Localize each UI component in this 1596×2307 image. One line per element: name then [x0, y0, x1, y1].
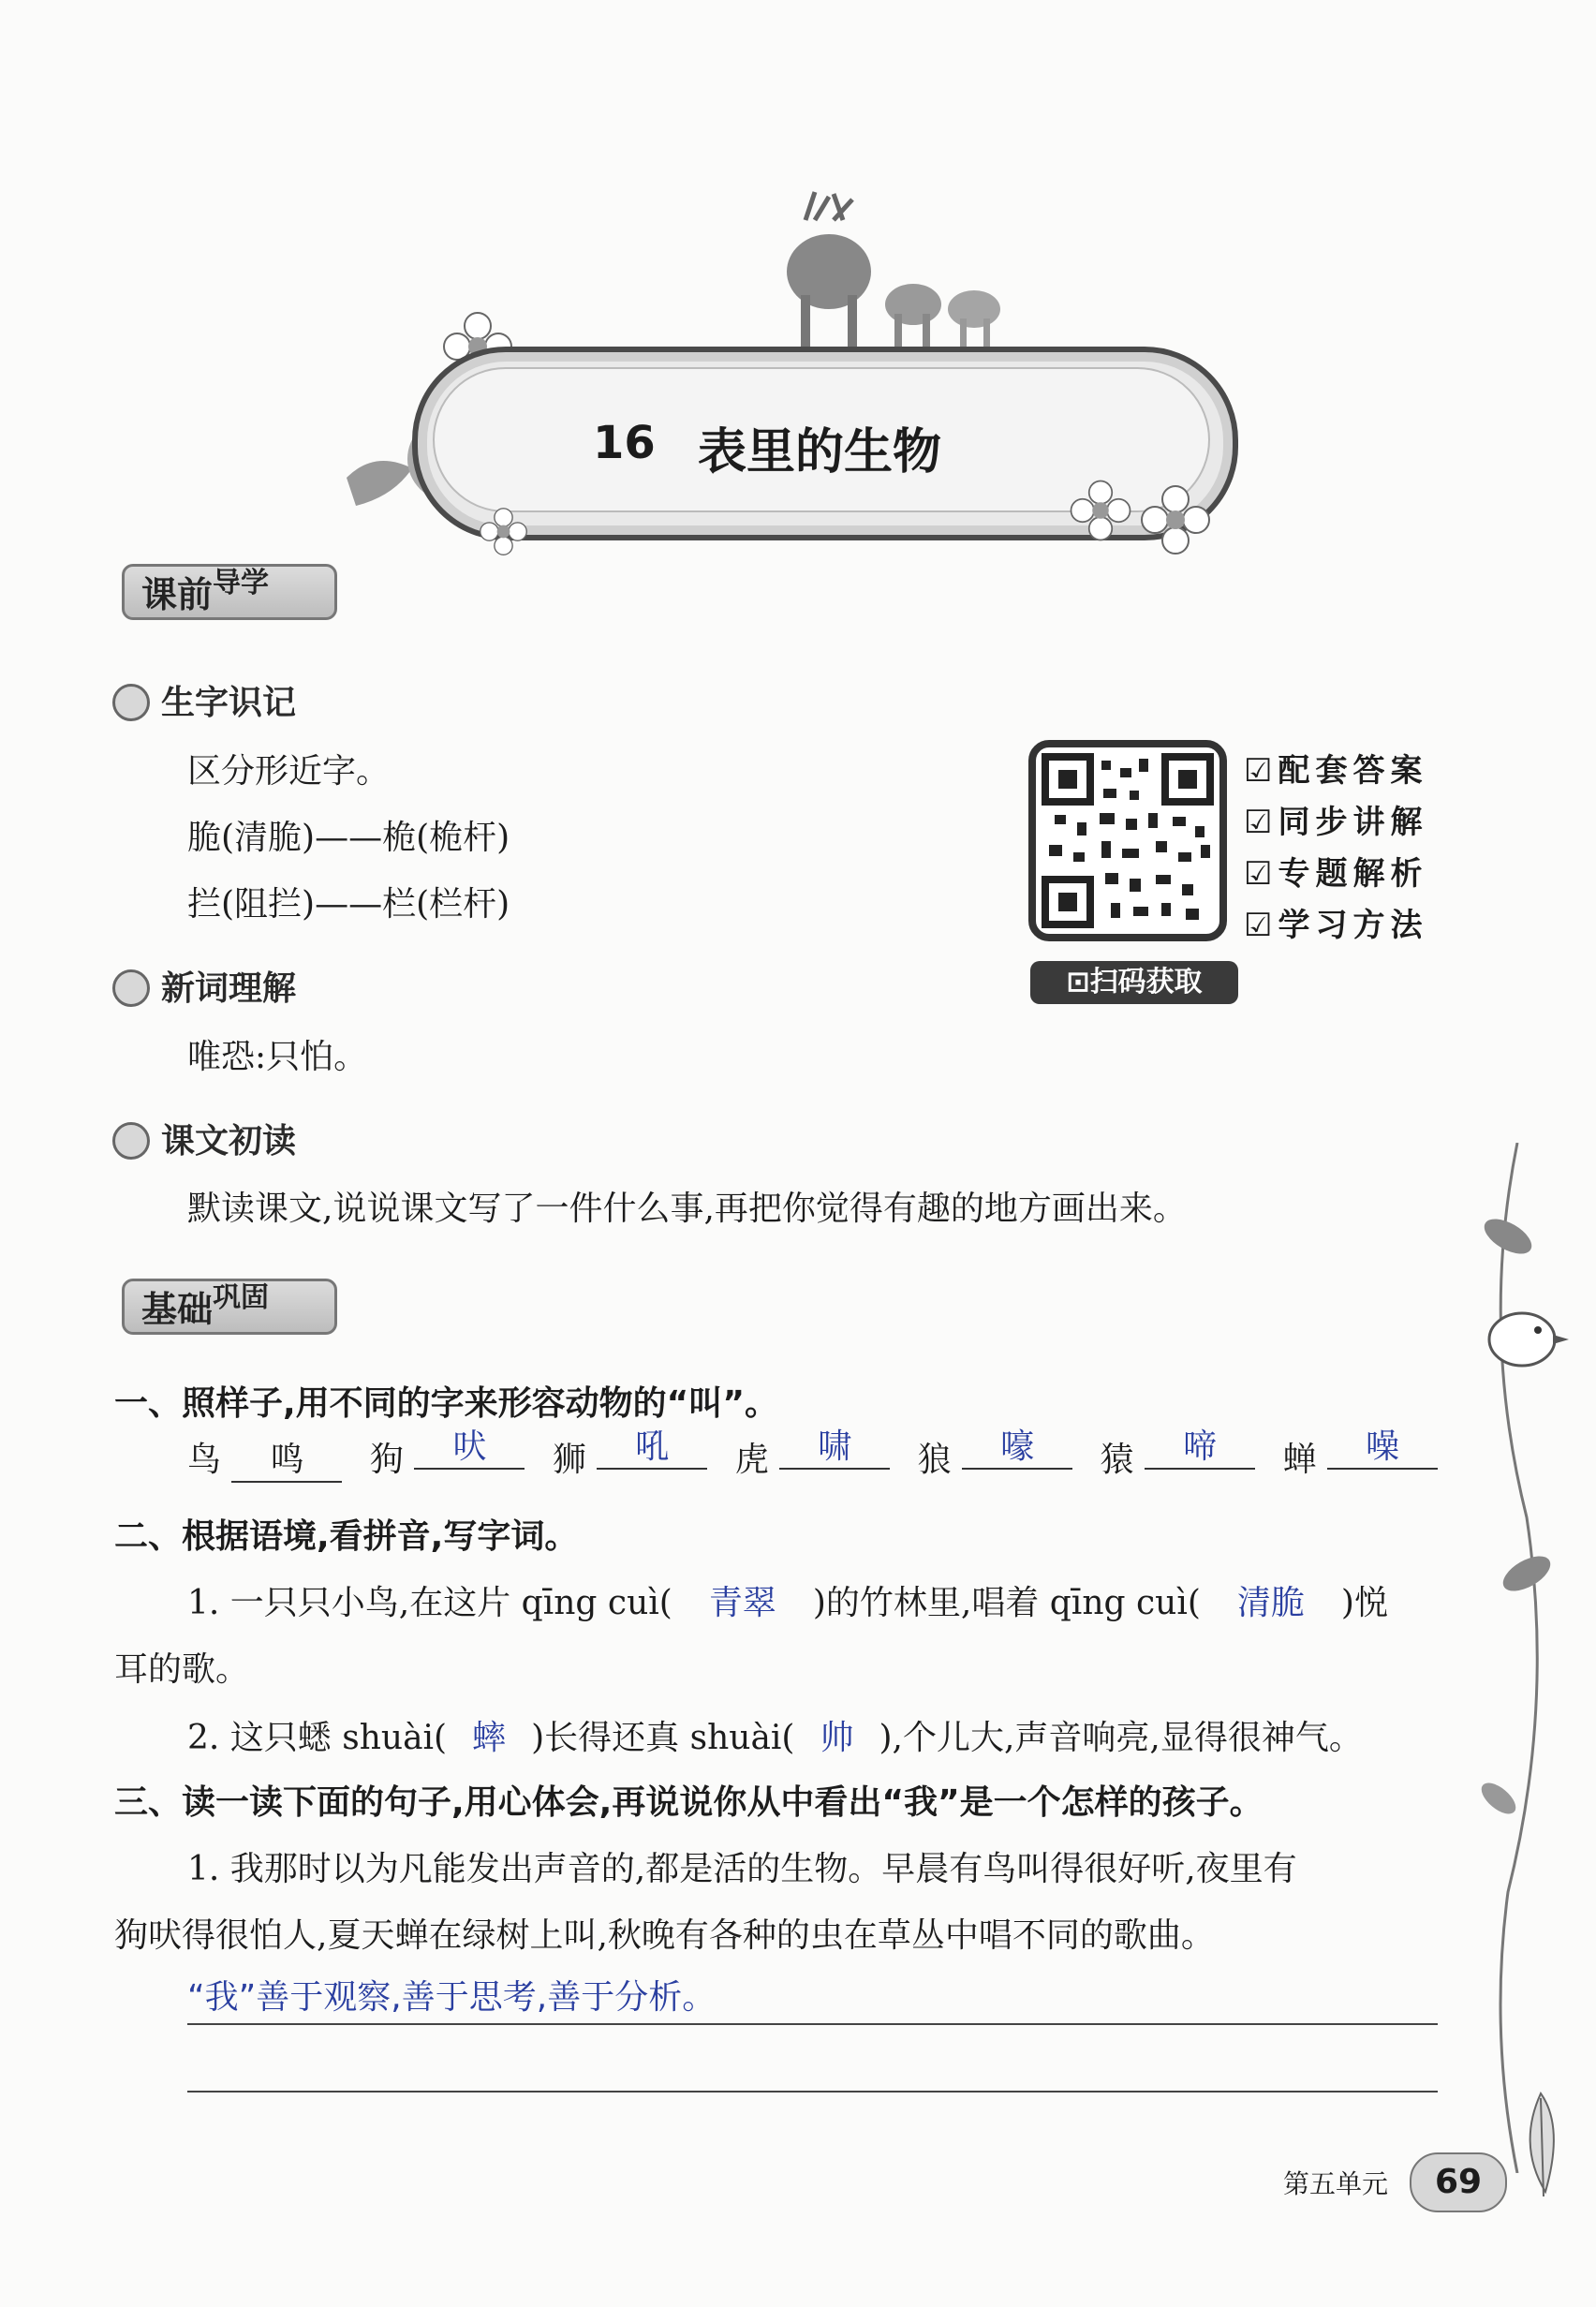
chars-line: 拦(阻拦)——栏(栏杆) [187, 885, 510, 924]
deer-illustration [740, 183, 1021, 361]
question-2-sentence-1 [187, 1576, 1388, 1624]
section-basics-main: 基础 [141, 1289, 214, 1330]
check-icon: ☑ [1244, 752, 1278, 790]
chars-line: 区分形近字。 [187, 752, 391, 791]
answer-line [187, 2023, 1438, 2025]
promo-item [1244, 745, 1427, 796]
subsection-words-title: 新词理解 [161, 969, 297, 1008]
subsection-chars-title: 生字识记 [161, 684, 297, 722]
flower-icon [1138, 482, 1213, 561]
answer-blank[interactable]: 嚎 [962, 1420, 1072, 1470]
sentence-text: )长得还真 shuài( [531, 1719, 795, 1757]
answer-blank[interactable]: 啸 [779, 1420, 890, 1470]
answer-blank[interactable]: 帅 [820, 1719, 854, 1757]
qr-code[interactable] [1028, 740, 1227, 941]
question-3-line: 狗吠得很怕人,夏天蝉在绿树上叫,秋晚有各种的虫在草丛中唱不同的歌曲。 [114, 1916, 1215, 1955]
leaf-icon [112, 1122, 150, 1160]
promo-item [1244, 848, 1427, 899]
sentence-text: 2. 这只蟋 shuài( [187, 1719, 448, 1757]
bird-icon [1480, 1297, 1574, 1376]
answer-blank[interactable]: 啼 [1145, 1420, 1255, 1470]
words-line: 唯恐:只怕。 [187, 1038, 368, 1076]
section-preview-small: 导学 [213, 567, 270, 599]
animal-label: 狗 [369, 1441, 404, 1479]
check-icon: ☑ [1244, 855, 1278, 893]
sentence-text: ),个儿大,声音响亮,显得很神气。 [879, 1719, 1363, 1757]
question-3-title: 三、读一读下面的句子,用心体会,再说说你从中看出“我”是一个怎样的孩子。 [114, 1783, 1264, 1822]
animal-label: 鸟 [187, 1441, 222, 1479]
animal-label: 虎 [734, 1441, 769, 1479]
feather-icon [1513, 2089, 1569, 2205]
page-number: 69 [1410, 2152, 1507, 2212]
lesson-number: 16 [593, 417, 656, 469]
question-3-answer[interactable]: “我”善于观察,善于思考,善于分析。 [187, 1978, 717, 2017]
footer-unit: 第五单元 [1283, 2168, 1389, 2199]
scan-icon: ⊡ [1066, 966, 1090, 998]
flower-icon [478, 506, 529, 561]
promo-item-label: 配套答案 [1278, 752, 1428, 790]
sentence-text: )的竹林里,唱着 qīng cuì( [812, 1584, 1201, 1622]
promo-item [1244, 796, 1427, 848]
promo-item-label: 专题解析 [1278, 855, 1428, 893]
leaf-icon [112, 684, 150, 721]
sentence-text: )悦 [1340, 1584, 1388, 1622]
answer-blank[interactable]: 清脆 [1236, 1584, 1305, 1622]
qr-promo-list [1244, 745, 1427, 951]
sentence-text: 1. 一只只小鸟,在这片 qīng cuì( [187, 1584, 672, 1622]
answer-blank[interactable]: 青翠 [708, 1584, 776, 1622]
scan-button-label: 扫码获取 [1089, 966, 1203, 998]
subsection-reading-title: 课文初读 [161, 1122, 297, 1161]
section-preview-main: 课前 [141, 574, 214, 615]
sentence-text: 耳的歌。 [114, 1650, 250, 1689]
section-preview-label [122, 564, 337, 620]
question-1-pairs [187, 1427, 1442, 1483]
animal-label: 狼 [917, 1441, 952, 1479]
promo-item-label: 同步讲解 [1278, 804, 1428, 841]
animal-label: 蝉 [1282, 1441, 1317, 1479]
animal-label: 猿 [1100, 1441, 1134, 1479]
example-answer: 鸣 [231, 1433, 342, 1483]
flower-icon [1068, 478, 1133, 547]
question-3-line: 1. 我那时以为凡能发出声音的,都是活的生物。早晨有鸟叫得很好听,夜里有 [187, 1850, 1297, 1888]
question-2-title: 二、根据语境,看拼音,写字词。 [114, 1517, 579, 1556]
leaf-icon [112, 969, 150, 1007]
reading-line: 默读课文,说说课文写了一件什么事,再把你觉得有趣的地方画出来。 [187, 1190, 1187, 1228]
check-icon: ☑ [1244, 907, 1278, 944]
scan-button[interactable] [1030, 961, 1238, 1004]
promo-item [1244, 899, 1427, 951]
answer-blank[interactable]: 吼 [597, 1420, 707, 1470]
answer-blank[interactable]: 噪 [1327, 1420, 1438, 1470]
answer-blank[interactable]: 吠 [414, 1420, 525, 1470]
question-1-title: 一、照样子,用不同的字来形容动物的“叫”。 [114, 1384, 778, 1423]
animal-label: 狮 [552, 1441, 586, 1479]
answer-blank[interactable]: 蟀 [472, 1719, 507, 1757]
section-basics-small: 巩固 [213, 1281, 270, 1314]
check-icon: ☑ [1244, 804, 1278, 841]
question-2-sentence-2 [187, 1711, 1363, 1759]
promo-item-label: 学习方法 [1278, 907, 1428, 944]
chars-line: 脆(清脆)——桅(桅杆) [187, 819, 510, 857]
lesson-title: 表里的生物 [698, 423, 942, 481]
answer-line [187, 2091, 1438, 2093]
section-basics-label [122, 1279, 337, 1335]
qr-pattern-icon [1036, 747, 1219, 934]
